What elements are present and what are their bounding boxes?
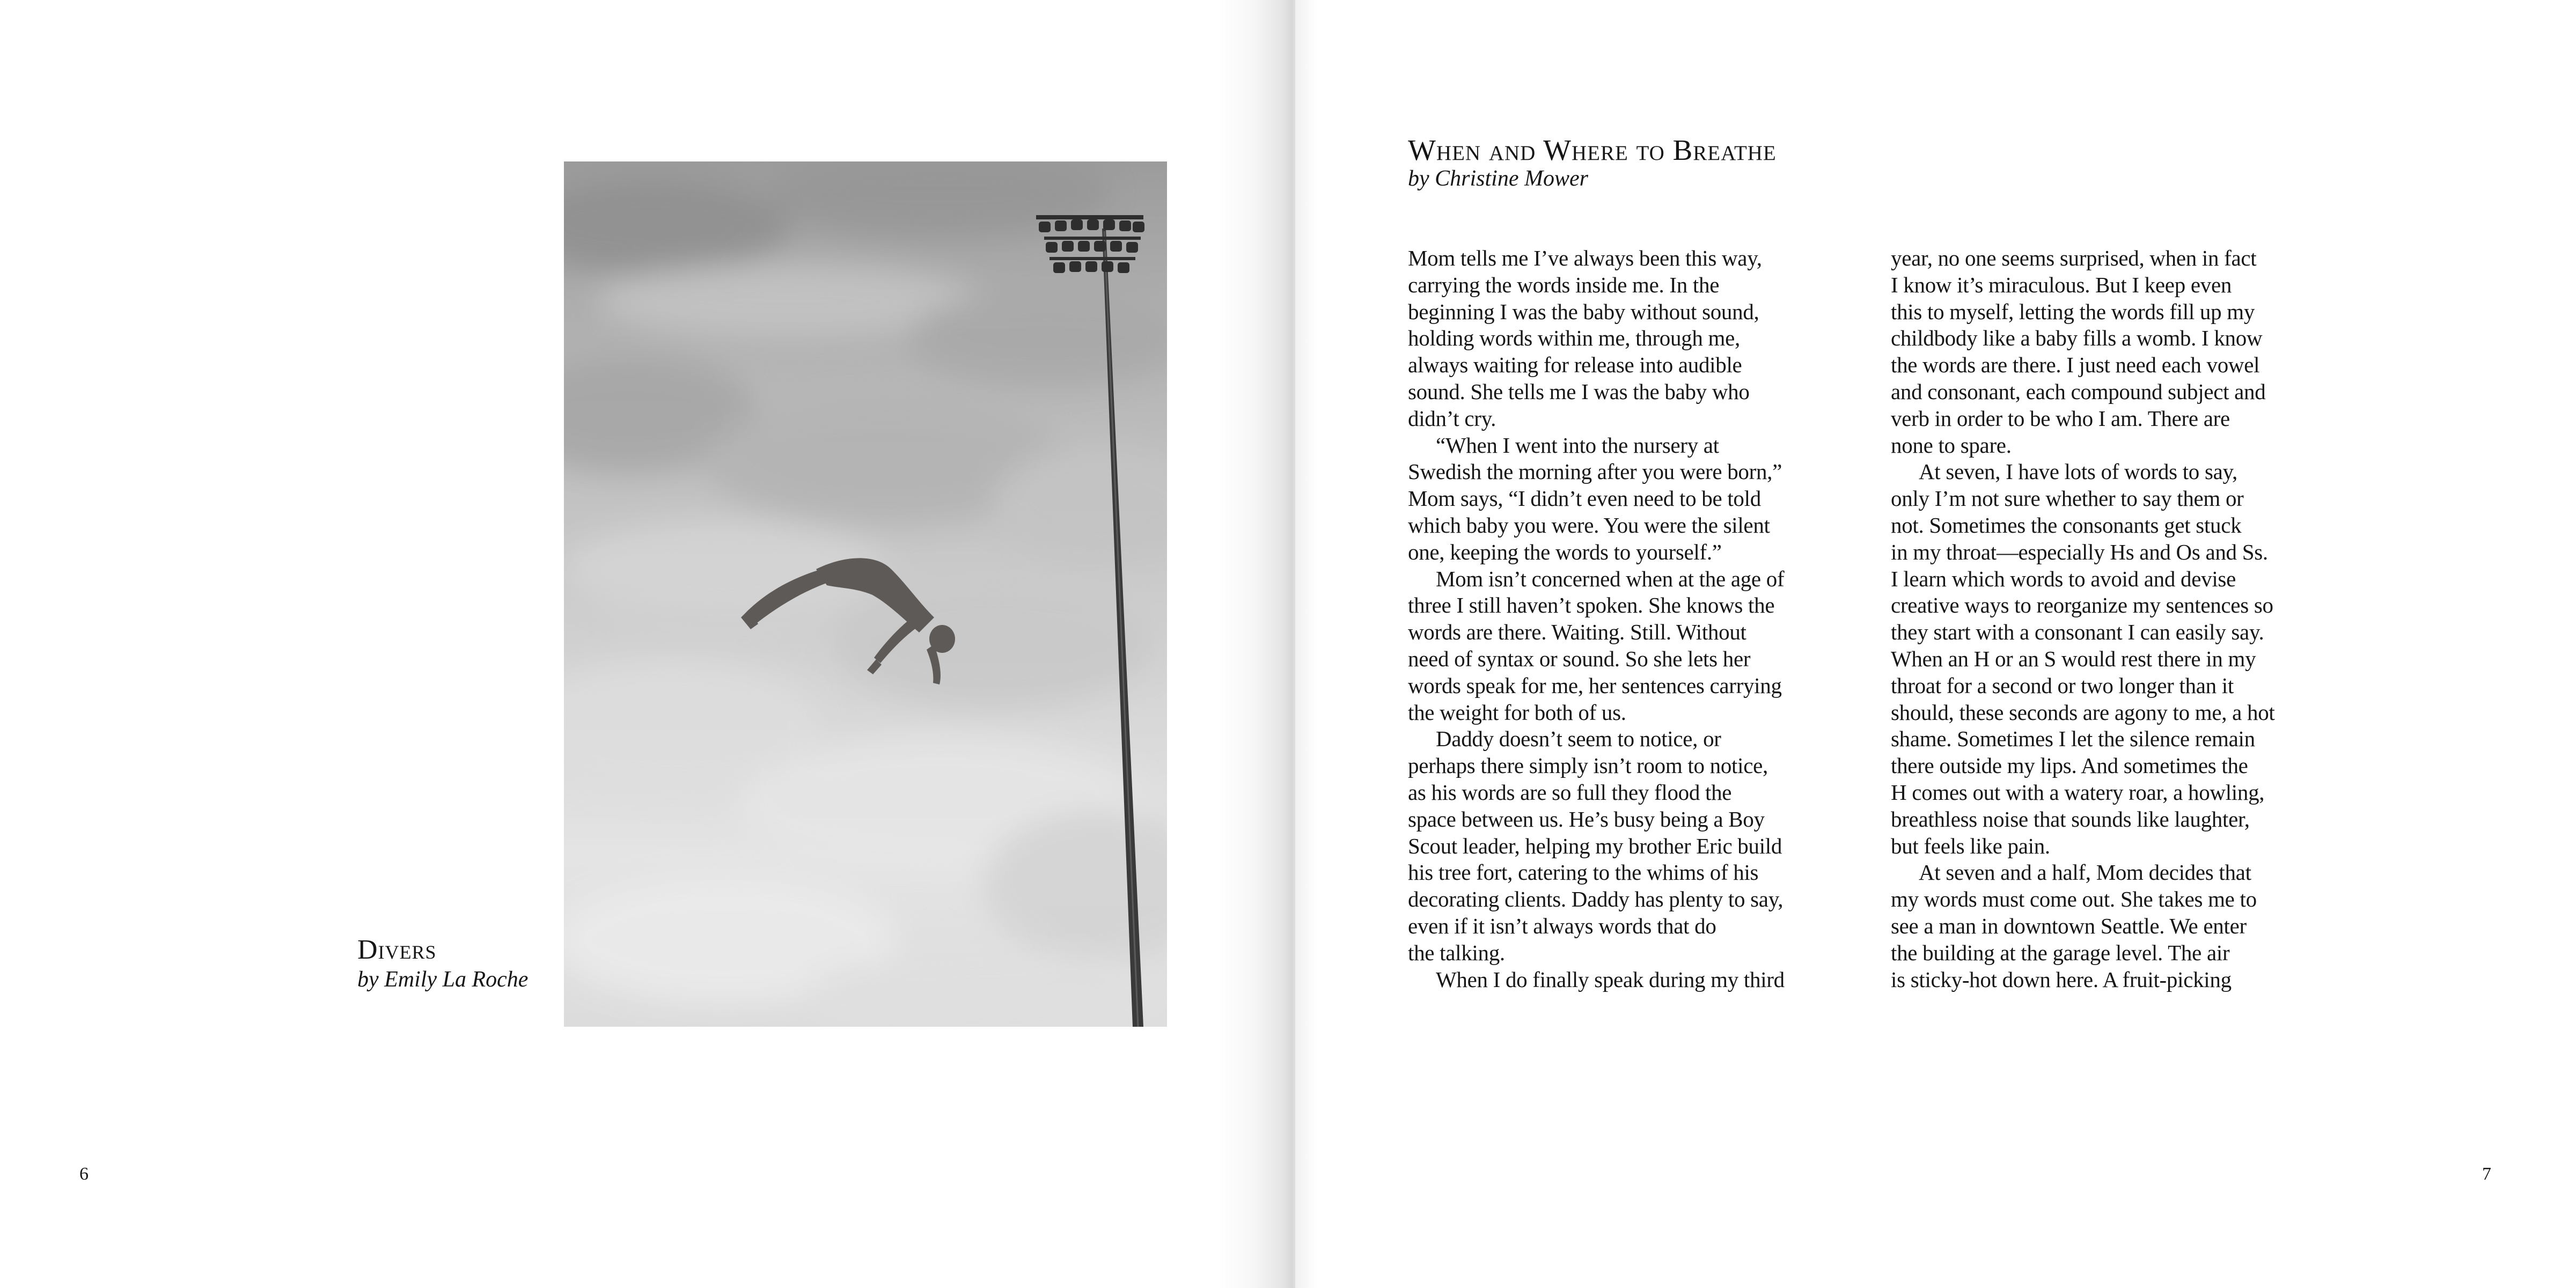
text-line: Scout leader, helping my brother Eric build [1408, 833, 1782, 858]
text-line: Swedish the morning after you were born,” [1408, 459, 1782, 484]
photo-byline: by Emily La Roche [357, 967, 529, 992]
text-line: this to myself, letting the words fill up my [1891, 299, 2255, 324]
text-line: they start with a consonant I can easily say. [1891, 620, 2264, 645]
text-line: beginning I was the baby without sound, [1408, 299, 1759, 324]
text-line: and consonant, each compound subject and [1891, 379, 2266, 404]
text-line: breathless noise that sounds like laughter, [1891, 806, 2250, 831]
text-line: holding words within me, through me, [1408, 326, 1740, 351]
text-line: always waiting for release into audible [1408, 352, 1742, 378]
text-line: his tree fort, catering to the whims of his [1408, 860, 1759, 885]
text-line: the building at the garage level. The air [1891, 940, 2230, 965]
text-line: need of syntax or sound. So she lets her [1408, 646, 1751, 671]
text-line: year, no one seems surprised, when in fact [1891, 246, 2257, 270]
text-line: which baby you were. You were the silent [1408, 512, 1770, 538]
text-line: I know it’s miraculous. But I keep even [1891, 272, 2232, 297]
page-number-left: 6 [79, 1164, 89, 1184]
text-line: only I’m not sure whether to say them or [1891, 486, 2244, 511]
text-line: didn’t cry. [1408, 406, 1496, 431]
text-line: none to spare. [1891, 432, 2012, 458]
text-line: Daddy doesn’t seem to notice, or [1436, 726, 1721, 752]
text-line: in my throat—especially Hs and Os and Ss. [1891, 539, 2268, 564]
text-column-1 [1408, 245, 1853, 993]
gutter-shadow-right [1295, 0, 1317, 1288]
text-line: perhaps there simply isn’t room to notice, [1408, 753, 1768, 778]
text-line: even if it isn’t always words that do [1408, 913, 1716, 938]
text-line: the words are there. I just need each vowel [1891, 352, 2260, 378]
text-line: not. Sometimes the consonants get stuck [1891, 512, 2242, 538]
text-line: Mom says, “I didn’t even need to be told [1408, 486, 1761, 511]
text-line: as his words are so full they flood the [1408, 779, 1732, 805]
text-line: “When I went into the nursery at [1436, 432, 1719, 458]
text-line: there outside my lips. And sometimes the [1891, 753, 2248, 778]
text-line: is sticky-hot down here. A fruit-picking [1891, 967, 2232, 992]
text-line: carrying the words inside me. In the [1408, 272, 1720, 297]
text-line: the talking. [1408, 940, 1505, 965]
text-line: At seven, I have lots of words to say, [1919, 459, 2237, 484]
text-line: Mom tells me I’ve always been this way, [1408, 246, 1762, 270]
text-line: creative ways to reorganize my sentences so [1891, 593, 2273, 618]
text-line: sound. She tells me I was the baby who [1408, 379, 1750, 404]
text-line: space between us. He’s busy being a Boy [1408, 806, 1765, 831]
text-line: shame. Sometimes I let the silence remain [1891, 726, 2255, 752]
story-byline: by Christine Mower [1408, 166, 1588, 191]
diver-photo [564, 161, 1167, 1027]
text-line: H comes out with a watery roar, a howling, [1891, 779, 2265, 805]
story-title: When and Where to Breathe [1408, 134, 1777, 166]
text-line: but feels like pain. [1891, 833, 2050, 858]
text-line: verb in order to be who I am. There are [1891, 406, 2230, 431]
text-line: throat for a second or two longer than it [1891, 673, 2234, 698]
text-line: childbody like a baby fills a womb. I know [1891, 326, 2263, 351]
text-line: When an H or an S would rest there in my [1891, 646, 2256, 671]
page-number-right: 7 [2482, 1164, 2491, 1184]
photo-title: Divers [357, 934, 437, 965]
text-column-2 [1891, 245, 2342, 993]
text-line: the weight for both of us. [1408, 700, 1626, 725]
text-line: my words must come out. She takes me to [1891, 887, 2257, 912]
gutter-shadow [1218, 0, 1293, 1288]
text-line: At seven and a half, Mom decides that [1919, 860, 2251, 885]
photo-caption [357, 936, 561, 991]
text-line: words are there. Waiting. Still. Without [1408, 620, 1746, 645]
text-line: When I do finally speak during my third [1436, 967, 1785, 992]
text-line: words speak for me, her sentences carrying [1408, 673, 1782, 698]
text-line: see a man in downtown Seattle. We enter [1891, 913, 2247, 938]
text-line: Mom isn’t concerned when at the age of [1436, 566, 1785, 591]
text-line: decorating clients. Daddy has plenty to say, [1408, 887, 1784, 912]
text-line: one, keeping the words to yourself.” [1408, 539, 1722, 564]
text-line: I learn which words to avoid and devise [1891, 566, 2236, 591]
text-line: three I still haven’t spoken. She knows the [1408, 593, 1775, 618]
diver-photo-image [564, 161, 1167, 1027]
text-line: should, these seconds are agony to me, a hot [1891, 700, 2275, 725]
